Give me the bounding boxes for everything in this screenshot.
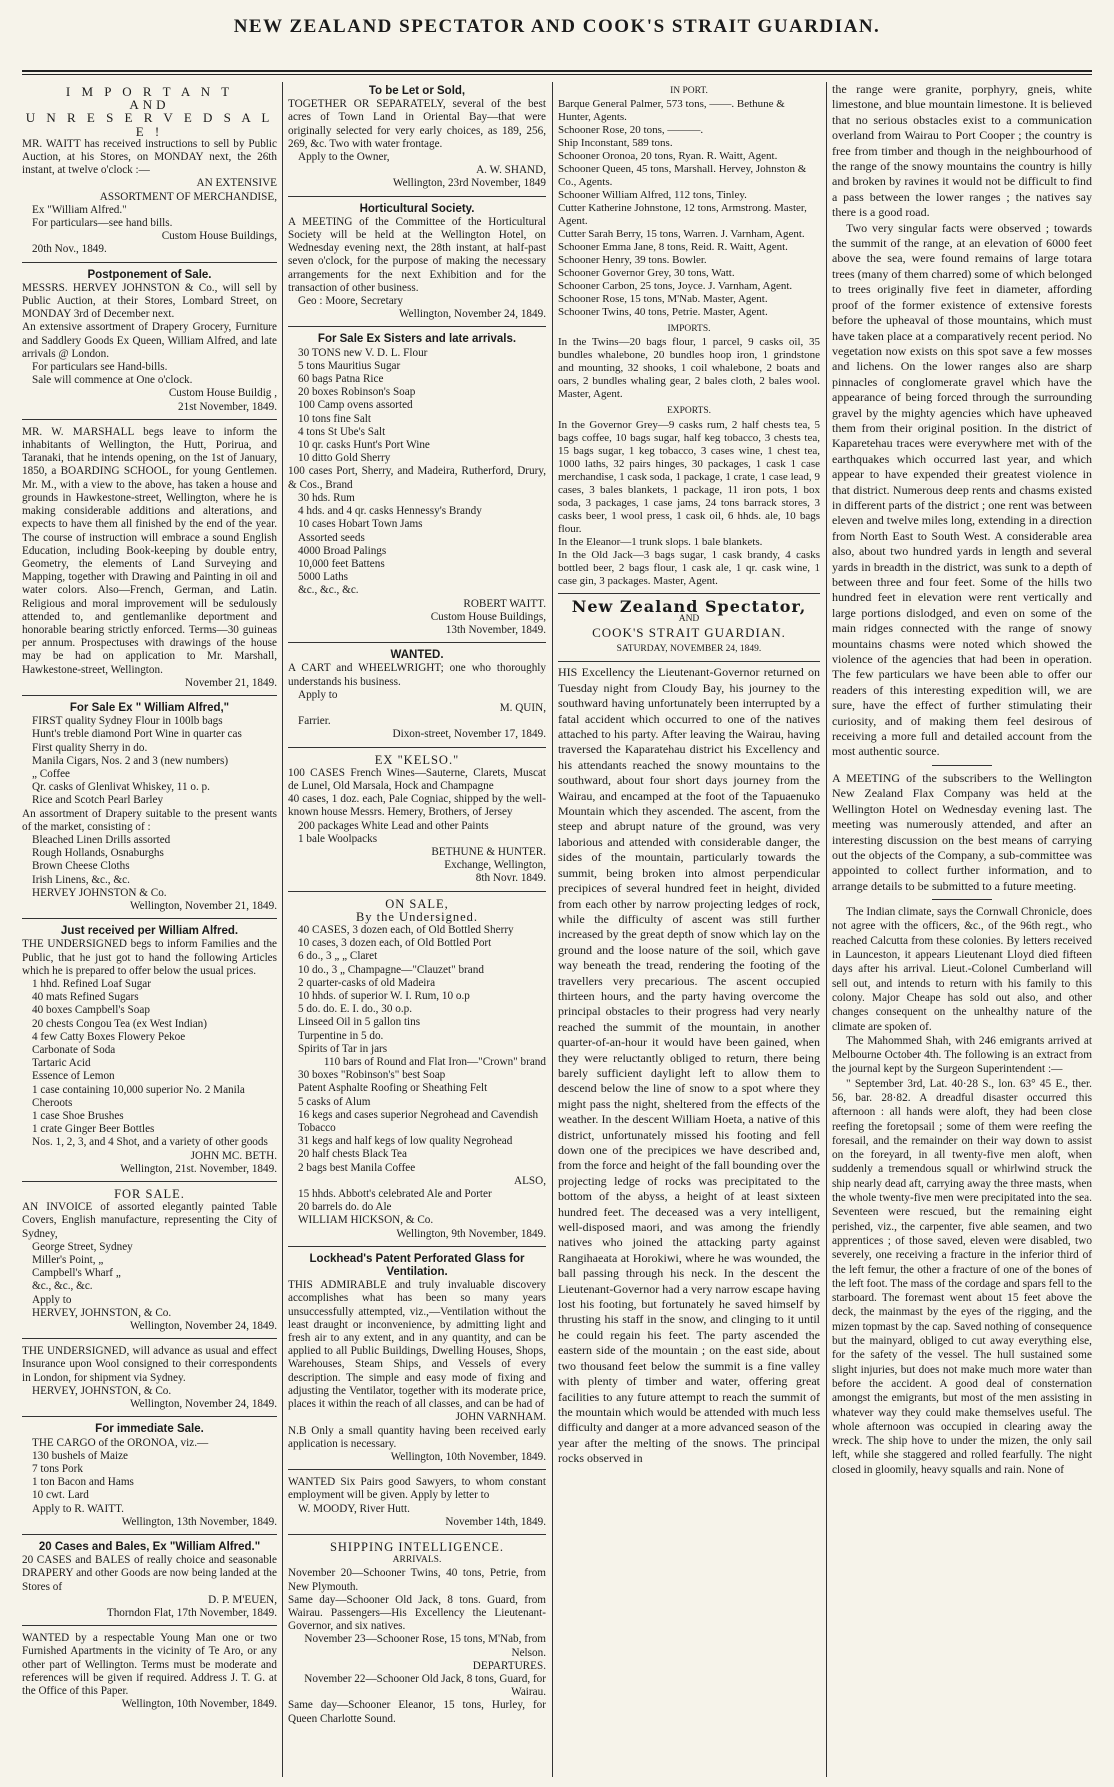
masthead-rule-thin bbox=[22, 74, 1092, 75]
column-3-news bbox=[558, 82, 820, 1777]
advertisement-line: 2 bags best Manila Coffee bbox=[298, 1161, 416, 1174]
in-port-entry: Schooner Carbon, 25 tons, Joyce. J. Varnham, Agent. bbox=[558, 280, 793, 293]
flax-company-article: A MEETING of the subscribers to the Wellington New Zealand Flax Company was held at the Wellington Hotel on Wednesday evening last. The meeting was numerously attended, and after an interesting discussion on the best means of carrying out the objects of the Company, a sub-committee was appointed to collect further information, and to arrange details to be submitted to a future meeting. bbox=[832, 770, 1092, 893]
advertisement-line: HERVEY JOHNSTON & Co. bbox=[32, 886, 167, 899]
advertisement-line: THIS ADMIRABLE and truly invaluable discovery accomplishes what has been so many years unsuccessfully attempted, viz.,—Ventilation without the least draught or inconvenience, by admitting light and fresh air to any extent, and in any quantity, and can be applied to all Public Buildings, Dwelling Houses, Shops, Warehouses, Steam Ships, and Vessels of every description. The simple and easy mode of fixing and adjusting the Ventilator, together with its moderate price, places it within the reach of all classes, and can be had of bbox=[288, 1279, 546, 1411]
advertisement-line: 15 hhds. Abbott's celebrated Ale and Porter bbox=[298, 1188, 492, 1201]
in-port-entry: Schooner Rose, 15 tons, M'Nab. Master, Agent. bbox=[558, 293, 768, 306]
in-port-list bbox=[558, 98, 820, 319]
advertisement-line: 6 do., 3 „ „ Claret bbox=[298, 950, 378, 963]
advertisement-line: N.B Only a small quantity having been received early application is necessary. bbox=[288, 1424, 546, 1450]
advertisement-line: First quality Sherry in do. bbox=[32, 741, 148, 754]
advertisement-line: Rough Hollands, Osnaburghs bbox=[32, 847, 164, 860]
advertisement bbox=[288, 1538, 546, 1731]
advertisement-line: Turpentine in 5 do. bbox=[298, 1029, 384, 1042]
paper-and: AND bbox=[678, 613, 700, 624]
advertisement-line: 10 cases Hobart Town Jams bbox=[298, 518, 423, 531]
in-port-entry: Schooner Oronoa, 20 tons, Ryan. R. Waitt, Agent. bbox=[558, 150, 778, 163]
advertisement-line: Custom House Buildig , bbox=[168, 387, 277, 400]
advertisement-line: Sale will commence at One o'clock. bbox=[32, 374, 193, 387]
advertisement-heading: Lockhead's Patent Perforated Glass for Ventilation. bbox=[309, 1252, 525, 1279]
advertisement-line: 5000 Laths bbox=[298, 571, 349, 584]
advertisement-heading: Postponement of Sale. bbox=[87, 268, 212, 281]
advertisement-line: THE CARGO of the ORONOA, viz.— bbox=[32, 1436, 209, 1449]
advertisement-line: DEPARTURES. bbox=[472, 1659, 546, 1672]
advertisement bbox=[22, 1342, 277, 1417]
advertisement-line: Wellington, November 21, 1849. bbox=[130, 899, 277, 912]
advertisement-line: JOHN VARNHAM. bbox=[455, 1411, 546, 1424]
advertisement-line: M. QUIN, bbox=[499, 701, 546, 714]
advertisement-line: 100 CASES French Wines—Sauterne, Clarets, Muscat de Lunel, Old Marsala, Hock and Champagne bbox=[288, 766, 546, 792]
advertisement-line: 1 ton Bacon and Hams bbox=[32, 1476, 134, 1489]
advertisement-line: 4 hds. and 4 qr. casks Hennessy's Brandy bbox=[298, 505, 482, 518]
column-divider bbox=[826, 82, 827, 1777]
advertisement-line: ROBERT WAITT. bbox=[463, 597, 546, 610]
paper-title: New Zealand Spectator, bbox=[571, 596, 807, 616]
advertisement-line: WILLIAM HICKSON, & Co. bbox=[298, 1214, 434, 1227]
advertisement-line: November 22—Schooner Old Jack, 8 tons, Guard, for Wairau. bbox=[304, 1672, 546, 1699]
advertisement-line: A. W. SHAND, bbox=[476, 164, 546, 177]
advertisement-line: George Street, Sydney bbox=[32, 1240, 133, 1253]
advertisement-line: 20th Nov., 1849. bbox=[32, 243, 107, 256]
advertisement-line: Same day—Schooner Old Jack, 8 tons. Guard, from Wairau. Passengers—His Excellency the Lieutenant-Governor, and six natives. bbox=[288, 1593, 546, 1633]
advertisement-line: An assortment of Drapery suitable to the present wants of the market, consisting of : bbox=[22, 807, 277, 833]
section-heading: EXPORTS. bbox=[666, 406, 712, 417]
advertisement-line: 40 cases, 1 doz. each, Pale Cogniac, shipped by the well-known house Messrs. Hemery, Brothers, of Jersey bbox=[288, 793, 546, 819]
advertisement-line: Carbonate of Soda bbox=[32, 1044, 116, 1057]
advertisement-line: Essence of Lemon bbox=[32, 1070, 115, 1083]
advertisement bbox=[288, 1473, 546, 1535]
advertisement-line: Qr. casks of Glenlivat Whiskey, 11 o. p. bbox=[32, 781, 210, 794]
advertisement-line: 10 hhds. of superior W. I. Rum, 10 o.p bbox=[298, 990, 470, 1002]
advertisement-line: 10 ditto Gold Sherry bbox=[298, 452, 391, 465]
masthead-rule bbox=[22, 70, 1092, 72]
advertisement-line: 40 CASES, 3 dozen each, of Old Bottled Sherry bbox=[298, 923, 514, 936]
advertisement-line: TOGETHER OR SEPARATELY, several of the best acres of Town Land in Oriental Bay—that were originally selected for very early choices, as 189, 256, 269, &c. Two with water frontage. bbox=[288, 98, 546, 150]
advertisement-line: 200 packages White Lead and other Paints bbox=[298, 819, 489, 832]
advertisement-heading: EX "KELSO." bbox=[374, 752, 460, 767]
advertisement-line: HERVEY, JOHNSTON, & Co. bbox=[32, 1384, 172, 1397]
advertisement bbox=[22, 423, 277, 696]
column-divider bbox=[282, 82, 283, 1777]
advertisement-line: 20 half chests Black Tea bbox=[298, 1148, 407, 1161]
advertisement-line: November 20—Schooner Twins, 40 tons, Petrie, from New Plymouth. bbox=[288, 1567, 546, 1593]
advertisement-line: WANTED Six Pairs good Sawyers, to whom constant employment will be given. Apply by letter to bbox=[288, 1476, 546, 1502]
advertisement-line: JOHN MC. BETH. bbox=[190, 1149, 277, 1162]
advertisement-line: THE UNDERSIGNED begs to inform Families and the Public, that he just got to hand the following Articles which he is prepared to offer below the usual prices. bbox=[22, 938, 277, 977]
advertisement-line: Wellington, 9th November, 1849. bbox=[396, 1227, 546, 1240]
issue-date: SATURDAY, NOVEMBER 24, 1849. bbox=[616, 644, 762, 655]
advertisement-line: 1 case containing 10,000 superior No. 2 Manila Cheroots bbox=[32, 1083, 245, 1109]
advertisement-line: 30 TONS new V. D. L. Flour bbox=[298, 346, 428, 359]
advertisement-line: 5 casks of Alum bbox=[298, 1095, 371, 1108]
advertisement bbox=[288, 646, 546, 747]
advertisement bbox=[288, 82, 546, 197]
advertisement-line: Wellington, November 24, 1849. bbox=[130, 1320, 277, 1333]
advertisement-heading: For immediate Sale. bbox=[95, 1423, 204, 1436]
advertisement-heading: By the Undersigned. bbox=[355, 909, 479, 924]
advertisement bbox=[288, 200, 546, 328]
in-port-entry: Schooner Twins, 40 tons, Petrie. Master, Agent. bbox=[558, 306, 768, 319]
advertisement-line: FIRST quality Sydney Flour in 100lb bags bbox=[32, 715, 223, 728]
emigrant-ship-article: The Mahommed Shah, with 246 emigrants arrived at Melbourne October 4th. The following is an extract from the journal kept by the Surgeon Superintendent :— bbox=[832, 1034, 1092, 1076]
advertisement-line: 21st November, 1849. bbox=[178, 400, 277, 413]
advertisement-line: An extensive assortment of Drapery Grocery, Furniture and Saddlery Goods Ex Queen, William Alfred, and late arrivals @ London. bbox=[22, 321, 277, 360]
advertisement-line: 1 crate Ginger Beer Bottles bbox=[32, 1123, 155, 1136]
advertisement-line: AN INVOICE of assorted elegantly painted Table Covers, English manufacture, representing the City of Sydney, bbox=[22, 1201, 277, 1240]
advertisement bbox=[22, 1185, 277, 1339]
advertisement-heading: For Sale Ex Sisters and late arrivals. bbox=[317, 333, 517, 346]
export-entry: In the Eleanor—1 trunk slops. 1 bale blankets. bbox=[558, 535, 763, 548]
in-port-entry: Schooner Emma Jane, 8 tons, Reid. R. Waitt, Agent. bbox=[558, 241, 788, 254]
lead-article: HIS Excellency the Lieutenant-Governor returned on Tuesday night from Cloudy Bay, his journey to the southward having unfortunately been interrupted by a fatal accident which occurred to one of the natives attached to his party. After leaving the Wairau, having traversed the Kaparatehau district his Excellency and his attendants reached the snowy mountains to the southward, about four short days journey from the Wairau, and encamped at the foot of the Tapuaenuko Mountain which they ascended. The ascent, from the steep and abrupt nature of the ground, was very laborious and attended with considerable danger, the sides of the mountain, particularly towards the summit, being broken into almost perpendicular precipices of several hundred feet in height, divided from each other by narrow projecting ledges of rock, while the difficulty of ascent was still further increased by the great depth of snow which lay on the ground and the loose nature of the soil, which gave way beneath the tread, rendering the footing of the travellers very precarious. The ascent occupied thirteen hours, and the party having overcome the principal obstacles to their progress had very nearly reached the summit of the mountain, in another quarter-of-an-hour it would have been gained, when they were reluctantly obliged to return, there being barely sufficient daylight left to allow them to descend below the line of snow to a spot where they might pass the night, sheltered from the effects of the weather. In the descent William Hoeta, a native of this district, unfortunately missed his footing and fell down one of the precipices we have described and, from the force and height of the fall bounding over the projecting ledge of rocks was precipitated to the bottom of the abyss, a height of at least sixteen hundred feet. The deceased was a very intelligent, well-disposed maori, and was among the friendly natives who joined the attacking party against Rangihaeata at Horokiwi, where he was wounded, the ball passing through his neck. In the descent the Lieutenant-Governor had a very narrow escape having lost his footing, but fortunately he saved himself by thrusting his staff in the snow, and clinging to it until he could regain his feet. The party ascended the eastern side of the mountain ; on the east side, about two thousand feet below the summit is a fine valley with plenty of timber and water, offering great facilities to any future attempt to reach the summit of the mountain which would be attended with much less difficulty and danger at a more advanced season of the year after the melting of the snows. The principal rocks observed in bbox=[558, 665, 820, 1466]
advertisement-line: MR. W. MARSHALL begs leave to inform the inhabitants of Wellington, the Hutt, Porirua, and Taranaki, that he intends opening, on the 1st of January, 1850, a BOARDING SCHOOL, for young Gentlemen. Mr. M., with a view to the above, has taken a house and grounds in Hawkestone-street, Wellington, where he is making considerable additions and alterations, and expects to have them all finished by the end of the year. The course of instruction will embrace a sound English Education, including Book-keeping by double entry, Geometry, the elements of Land Surveying and Mapping, together with Drawing and Painting in oil and water colors. Also—French, German, and Latin. Religious and moral improvement will be sedulously attended to, and gentlemanlike deportment and honorable bearing strictly enforced. Terms—30 guineas per annum. Prospectuses with drawings of the house may be had on application to Mr. Marshall, Hawkestone-street, Wellington. bbox=[22, 425, 277, 676]
export-entry: In the Old Jack—3 bags sugar, 1 cask brandy, 4 casks bottled beer, 2 bags flour, 1 cask ale, 1 qr. cask wine, 1 case gin, 3 packages. Master, Agent. bbox=[558, 548, 820, 587]
advertisement-line: A MEETING of the Committee of the Horticultural Society will be held at the Wellington Hotel, on Wednesday evening next, the 28th instant, at half-past seven o'clock, for the purpose of making the necessary arrangements for the next Exhibition and for the transaction of other business. bbox=[288, 215, 546, 294]
advertisement-line: Wellington, 21st. November, 1849. bbox=[120, 1162, 277, 1175]
advertisement-heading: SHIPPING INTELLIGENCE. bbox=[329, 1539, 505, 1554]
imports-text: In the Twins—20 bags flour, 1 parcel, 9 casks oil, 35 bundles whalebone, 20 bundles hoop iron, 1 grindstone and mounting, 32 shooks, 1 coil whalebone, 2 boats and oars, 2 bundles whaling gear, 2 bales cloth, 2 bales wool. Master, Agent. bbox=[558, 336, 820, 401]
column-4-news bbox=[832, 82, 1092, 1777]
advertisement-line: AN EXTENSIVE bbox=[196, 177, 277, 190]
in-port-section bbox=[558, 82, 820, 594]
advertisement-line: 130 bushels of Maize bbox=[32, 1449, 129, 1462]
in-port-entry: Cutter Sarah Berry, 15 tons, Warren. J. Varnham, Agent. bbox=[558, 228, 805, 241]
in-port-entry: Schooner William Alfred, 112 tons, Tinley. bbox=[558, 189, 747, 202]
in-port-entry: Schooner Governor Grey, 30 tons, Watt. bbox=[558, 267, 735, 280]
advertisement-line: 40 mats Refined Sugars bbox=[32, 991, 139, 1004]
in-port-entry: Ship Inconstant, 589 tons. bbox=[558, 137, 673, 150]
advertisement-line: 10,000 feet Battens bbox=[298, 557, 385, 570]
advertisement-line: 16 kegs and cases superior Negrohead and Cavendish Tobacco bbox=[298, 1108, 539, 1135]
advertisement-line: ASSORTMENT OF MERCHANDISE, bbox=[99, 190, 277, 203]
advertisement-line: Patent Asphalte Roofing or Sheathing Felt bbox=[298, 1082, 488, 1095]
advertisement-heading: For Sale Ex " William Alfred," bbox=[69, 701, 230, 714]
advertisement-line: 20 barrels do. do Ale bbox=[298, 1201, 392, 1214]
advertisement-line: 7 tons Pork bbox=[32, 1462, 83, 1475]
paper-subtitle: COOK'S STRAIT GUARDIAN. bbox=[592, 625, 786, 641]
advertisement-line: 20 boxes Robinson's Soap bbox=[298, 386, 416, 399]
advertisement-heading: ARRIVALS. bbox=[392, 1555, 442, 1566]
column-divider bbox=[552, 82, 553, 1777]
advertisement-line: Ex "William Alfred." bbox=[32, 203, 127, 216]
advertisement-line: 10 cases, 3 dozen each, of Old Bottled Port bbox=[298, 937, 492, 950]
advertisement-heading: I M P O R T A N T bbox=[65, 84, 234, 99]
advertisement-line: Nos. 1, 2, 3, and 4 Shot, and a variety of other goods bbox=[32, 1136, 268, 1149]
advertisement-line: 30 boxes "Robinson's" best Soap bbox=[298, 1069, 446, 1082]
advertisement-line: WANTED by a respectable Young Man one or two Furnished Apartments in the vicinity of Te Aro, or any other part of Wellington. Terms must be moderate and references will be given if required. Address J. T. G. at the Office of this Paper. bbox=[22, 1632, 277, 1697]
advertisement-line: Custom House Buildings, bbox=[161, 230, 277, 243]
advertisement-line: Exchange, Wellington, bbox=[444, 859, 546, 872]
advertisement-heading: To be Let or Sold, bbox=[368, 85, 466, 97]
advertisement-line: Tartaric Acid bbox=[32, 1057, 91, 1070]
advertisement bbox=[22, 1538, 277, 1626]
advertisement-heading: ON SALE, bbox=[385, 896, 449, 911]
advertisement-line: A CART and WHEELWRIGHT; one who thoroughly understands his business. bbox=[288, 662, 546, 688]
advertisement-line: 31 kegs and half kegs of low quality Negrohead bbox=[298, 1135, 513, 1148]
advertisement-line: Apply to the Owner, bbox=[298, 151, 390, 164]
in-port-entry: Schooner Henry, 39 tons. Bowler. bbox=[558, 254, 707, 267]
column-1-advertisements bbox=[22, 82, 277, 1777]
advertisement-line: 8th Novr. 1849. bbox=[475, 872, 546, 885]
advertisement-line: 10 qr. casks Hunt's Port Wine bbox=[298, 439, 430, 452]
advertisement-line: Same day—Schooner Eleanor, 15 tons, Hurley, for Queen Charlotte Sound. bbox=[288, 1699, 546, 1725]
advertisement-line: 10 do., 3 „ Champagne—"Clauzet" brand bbox=[298, 963, 484, 976]
export-entry: In the Governor Grey—9 casks rum, 2 half chests tea, 5 bags coffee, 10 bags sugar, half keg tobacco, 3 chests tea, 15 bags sugar, 1 keg tobacco, 3 cases wine, 1 chest tea, 1000 laths, 32 pairs hinges, 30 packages, 1 cask 1 case merchandise, 1 cask soda, 1 package, 1 crate, 1 case lead, 9 cases, 3 bales blankets, 1 package, 11 iron pots, 1 box soda, 3 packages, 1 case jams, 24 tons barrack stores, 3 casks beer, 1 wool press, 1 cask oil, 6 hhds. ale, 10 bags flour. bbox=[558, 418, 820, 535]
advertisement-line: W. MOODY, River Hutt. bbox=[298, 1502, 410, 1515]
advertisement-line: Miller's Point, „ bbox=[32, 1254, 104, 1267]
advertisement-heading: Horticultural Society. bbox=[359, 202, 475, 215]
advertisement-line: November 21, 1849. bbox=[185, 676, 277, 689]
advertisement bbox=[22, 82, 277, 263]
advertisement-line: MR. WAITT has received instructions to sell by Public Auction, at his Stores, on MONDAY next, the 26th instant, at twelve o'clock :— bbox=[22, 137, 277, 177]
in-port-entry: Schooner Queen, 45 tons, Marshall. Hervey, Johnston & Co., Agents. bbox=[558, 163, 807, 189]
advertisement-line: 10 cwt. Lard bbox=[32, 1489, 89, 1502]
advertisement-line: 10 tons fine Salt bbox=[298, 412, 372, 425]
advertisement-line: Manila Cigars, Nos. 2 and 3 (new numbers) bbox=[32, 754, 229, 767]
paper-title-block bbox=[558, 597, 820, 663]
indian-climate-article: The Indian climate, says the Cornwall Chronicle, does not agree with the officers, &c., of the 96th regt., who reached Calcutta from these colonies. By letters received in Launceston, it appears Lieutenant Lloyd died fifteen days after his arrival. Lieut.-Colonel Cumberland will sell out, and intends to return with his family to this colony. Major Cheape has sold out also, and other changes consequent on the unhealthy nature of the climate are spoken of. bbox=[832, 906, 1092, 1033]
advertisement bbox=[288, 1250, 546, 1470]
advertisement-line: 30 hds. Rum bbox=[298, 491, 355, 504]
advertisement-line: BETHUNE & HUNTER. bbox=[431, 845, 546, 858]
advertisement-line: ALSO, bbox=[513, 1174, 546, 1187]
advertisement-heading: AND bbox=[129, 97, 170, 113]
section-heading: IMPORTS. bbox=[667, 324, 711, 335]
advertisement-line: For particulars see Hand-bills. bbox=[32, 361, 168, 374]
advertisement-line: 100 Camp ovens assorted bbox=[298, 399, 413, 412]
advertisement-line: HERVEY, JOHNSTON, & Co. bbox=[32, 1306, 172, 1319]
advertisement bbox=[288, 330, 546, 643]
advertisement-line: Rice and Scotch Pearl Barley bbox=[32, 794, 164, 807]
in-port-entry: Cutter Katherine Johnstone, 12 tons, Armstrong. Master, Agent. bbox=[558, 202, 807, 228]
advertisement-line: Farrier. bbox=[298, 715, 331, 728]
advertisement-line: „ Coffee bbox=[32, 767, 70, 780]
advertisement-line: Wellington, 23rd November, 1849 bbox=[392, 177, 546, 190]
advertisement-line: 4 few Catty Boxes Flowery Pekoe bbox=[32, 1030, 186, 1043]
advertisement-line: November 14th, 1849. bbox=[445, 1515, 546, 1528]
advertisement-line: November 23—Schooner Rose, 15 tons, M'Nab, from Nelson. bbox=[304, 1633, 546, 1659]
advertisement-line: MESSRS. HERVEY JOHNSTON & Co., will sell by Public Auction, at their Stores, Lombard Street, on MONDAY 3rd of December next. bbox=[22, 281, 277, 321]
advertisement bbox=[22, 1629, 277, 1716]
advertisement-line: Apply to R. WAITT. bbox=[32, 1502, 124, 1515]
advertisement-line: Wellington, 13th November, 1849. bbox=[121, 1515, 277, 1528]
advertisement-line: Dixon-street, November 17, 1849. bbox=[392, 728, 546, 741]
advertisement-line: 5 do. do. E. I. do., 30 o.p. bbox=[298, 1003, 413, 1016]
advertisement-line: Wellington, 10th November, 1849. bbox=[121, 1698, 277, 1711]
advertisement-line: 13th November, 1849. bbox=[445, 623, 546, 636]
advertisement-line: 110 bars of Round and Flat Iron—"Crown" brand bbox=[323, 1056, 546, 1069]
advertisement-heading: FOR SALE. bbox=[114, 1187, 185, 1202]
advertisement-line: Hunt's treble diamond Port Wine in quarter cas bbox=[32, 728, 242, 741]
advertisement-line: Wellington, November 24, 1849. bbox=[399, 308, 546, 321]
advertisement-line: 1 bale Woolpacks bbox=[298, 832, 378, 845]
advertisement-line: For particulars—see hand bills. bbox=[32, 217, 173, 230]
advertisement-line: Apply to bbox=[298, 688, 338, 701]
advertisement-line: 60 bags Patna Rice bbox=[298, 373, 384, 386]
in-port-entry: Schooner Rose, 20 tons, ———. bbox=[558, 124, 704, 137]
advertisement-line: 2 quarter-casks of old Madeira bbox=[298, 976, 436, 989]
advertisement-line: 4000 Broad Palings bbox=[298, 544, 387, 557]
advertisement bbox=[22, 266, 277, 420]
advertisement-heading: Just received per William Alfred. bbox=[60, 925, 239, 938]
advertisement-line: 20 chests Congou Tea (ex West Indian) bbox=[32, 1017, 207, 1030]
masthead: NEW ZEALAND SPECTATOR AND COOK'S STRAIT GUARDIAN. bbox=[233, 16, 881, 37]
article-continued: the range were granite, porphyry, gneis, white limestone, and blue mountain limestone. It is believed that no serious obstacles exist to a communication overland from Wairau to Port Cooper ; the country is free from timber and though in the neighbourhood of the range of the snowy mountains the country is hilly and broken by ravines it would not be difficult to find a pass between the lower ranges ; the natives say there is a good road. bbox=[832, 82, 1092, 220]
column-2-advertisements bbox=[288, 82, 546, 1777]
advertisement-line: 20 CASES and BALES of really choice and seasonable DRAPERY and other Goods are now being landed at the Stores of bbox=[22, 1554, 277, 1593]
ship-journal-extract: " September 3rd, Lat. 40·28 S., lon. 63° 45 E., ther. 56, bar. 28·82. A dreadful disaster occurred this afternoon : all hands were aloft, they had been close reefing the foretopsail ; some of them were reefing the foresail, and the remainder on their way down to assist on the foreyard, in all twenty-five men aloft, when suddenly a tremendous squall or whirlwind struck the ship nearly dead aft, carrying away the three masts, when the whole twenty-five men were precipitated into the sea. Seventeen were rescued, but the remaining eight perished, viz., the carpenter, five able seamen, and two apprentices ; of those saved, eleven were disabled, two severely, one receiving a fracture in the inferior third of the left femur, the other a fracture of one of the bones of the left foot. The mass of the cordage and spars fell to the starboard. The foremast went about 15 feet above the deck, the mainmast by the eyes of the rigging, and the mizen topmast by the cap. Saved nothing of consequence but the mainyard, obliged to cut away everything else, for the safety of the vessel. The hull sustained some slight injuries, but does not make much more water than before the accident. A good deal of consternation amongst the emigrants, but most of the men assisting in whatever way they could make themselves useful. The whole afternoon was occupied in clearing away the wreck. The ship hove to under the mizen, the only sail left, while she staggered and rolled fearfully. The night closed in gloomily, heavy squalls and rain. None of bbox=[832, 1077, 1092, 1476]
divider bbox=[932, 765, 992, 766]
article-paragraph: Two very singular facts were observed ; towards the summit of the range, at an elevation of 6000 feet above the sea, were found remains of large totara trees (many of them charred) some of which belonged to trees originally five feet in diameter, affording proof of the former existence of extensive forests before the upheaval of those mountains, which must have taken place at a comparatively recent period. No vegetation now exists on this spot save a few mosses and lichens. On the lower ranges also are sharp pinnacles of conglomerate gravel which have the appearance of being forced through the surrounding gravel by the mighty agencies which have upheaved them from their original position. In the district of Kaparetehau traces were everywhere met with of the earthquakes which occurred last year, and which appear to have expended their greatest violence in that district. Numerous deep rents and chasms existed in different parts of the district ; one rent was between eleven and twelve miles long, extending in a direction from North East to South West. A considerable area also, about two hundred yards in length and several yards in breadth in the district, was sunk to a depth of between three and four feet. Some of the hills two hundred feet in elevation were rent vertically and large portions dislodged, and even on some of the main ridges connected with the range of snowy mountains chasms were noted which showed the violence of the agencies that had been in operation. The few particulars we have been able to offer our readers of this interesting expedition will, we are sure, have the effect of further stimulating their curiosity, and of making them feel desirous of receiving a more full and detailed account from the most authentic source. bbox=[832, 220, 1092, 759]
section-heading: IN PORT. bbox=[670, 86, 708, 96]
advertisement bbox=[22, 1420, 277, 1535]
advertisement-line: 100 cases Port, Sherry, and Madeira, Rutherford, Drury, & Cos., Brand bbox=[288, 465, 546, 491]
advertisement bbox=[22, 922, 277, 1182]
advertisement-line: 4 tons St Ube's Salt bbox=[298, 425, 386, 438]
advertisement-line: Brown Cheese Cloths bbox=[32, 860, 130, 873]
advertisement-line: Linseed Oil in 5 gallon tins bbox=[298, 1016, 421, 1029]
advertisement-line: &c., &c., &c. bbox=[298, 584, 359, 597]
advertisement-line: 1 case Shoe Brushes bbox=[32, 1110, 124, 1123]
advertisement-line: Irish Linens, &c., &c. bbox=[32, 873, 130, 886]
advertisement-line: 40 boxes Campbell's Soap bbox=[32, 1004, 150, 1017]
advertisement bbox=[22, 699, 277, 919]
advertisement-line: 5 tons Mauritius Sugar bbox=[298, 359, 401, 372]
advertisement-heading: 20 Cases and Bales, Ex "William Alfred." bbox=[38, 1540, 261, 1553]
newspaper-page bbox=[22, 12, 1092, 1777]
divider bbox=[932, 899, 992, 900]
advertisement-line: THE UNDERSIGNED, will advance as usual and effect Insurance upon Wool consigned to their correspondents in London, for shipment via Sydney. bbox=[22, 1345, 277, 1384]
advertisement-line: D. P. M'EUEN, bbox=[208, 1593, 277, 1606]
advertisement-line: 1 hhd. Refined Loaf Sugar bbox=[32, 978, 151, 990]
advertisement-line: Campbell's Wharf „ bbox=[32, 1267, 121, 1280]
advertisement-line: Wellington, 10th November, 1849. bbox=[390, 1450, 546, 1463]
advertisement-heading: U N R E S E R V E D S A L E ! bbox=[25, 110, 274, 139]
exports-list bbox=[558, 419, 820, 588]
advertisement-line: Apply to bbox=[32, 1293, 72, 1306]
advertisement-line: Assorted seeds bbox=[298, 531, 365, 544]
advertisement-line: Bleached Linen Drills assorted bbox=[32, 833, 171, 846]
advertisement-line: Custom House Buildings, bbox=[430, 610, 546, 623]
advertisement bbox=[288, 751, 546, 892]
advertisement bbox=[288, 895, 546, 1247]
advertisement-line: Spirits of Tar in jars bbox=[298, 1042, 388, 1055]
advertisement-line: Thorndon Flat, 17th November, 1849. bbox=[106, 1606, 277, 1619]
in-port-entry: Barque General Palmer, 573 tons, ——. Bethune & Hunter, Agents. bbox=[558, 98, 785, 124]
advertisement-line: Geo : Moore, Secretary bbox=[298, 295, 403, 308]
advertisement-line: &c., &c., &c. bbox=[32, 1280, 93, 1293]
advertisement-heading: WANTED. bbox=[390, 649, 444, 662]
advertisement-line: Wellington, November 24, 1849. bbox=[130, 1398, 277, 1411]
